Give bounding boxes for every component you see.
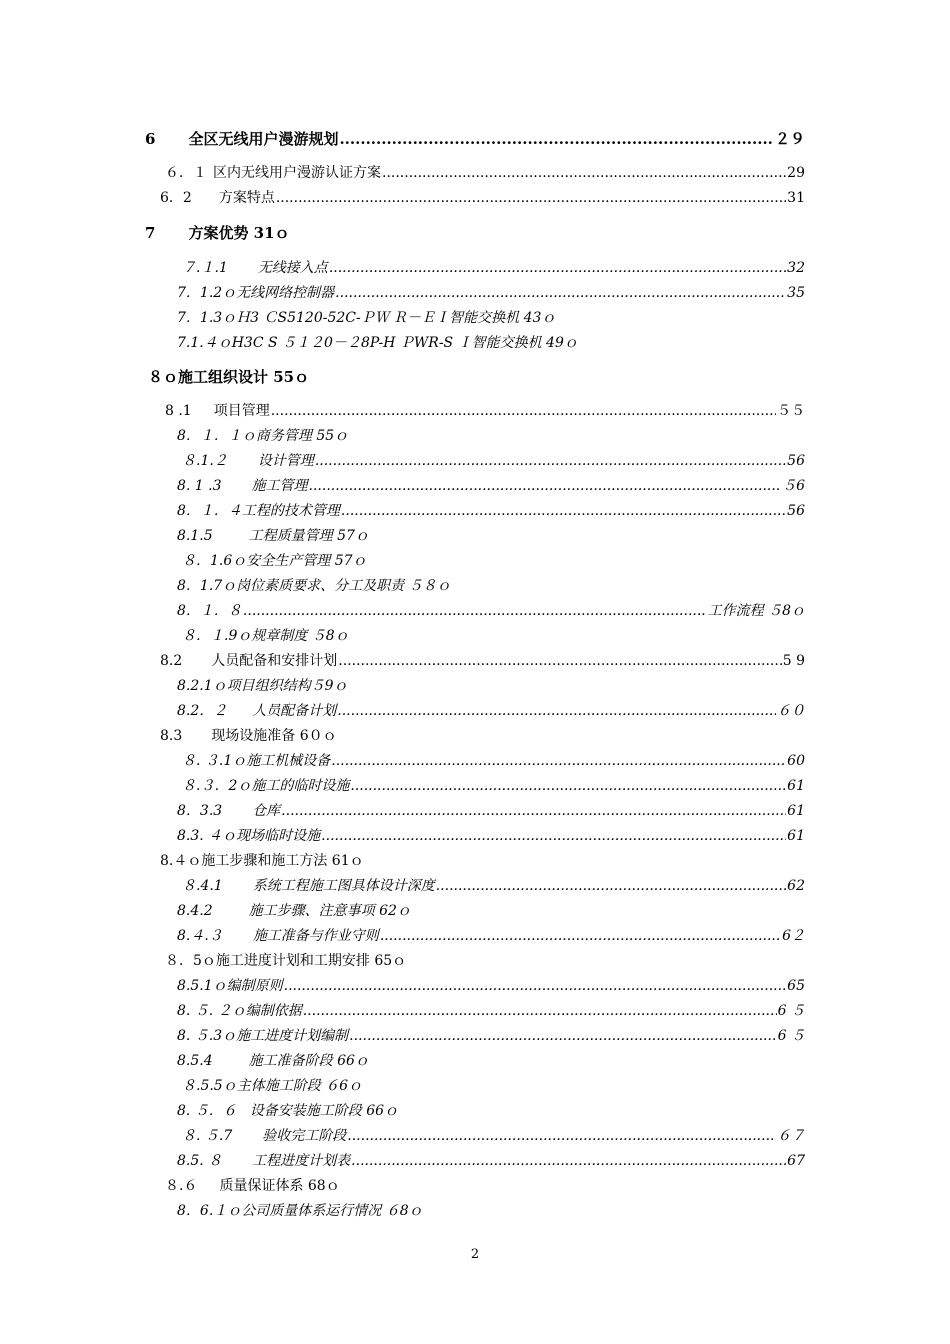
toc-dot-leader <box>284 977 787 995</box>
toc-entry-title: Ｈ3 ＣS5120-52C-ＰＷ Ｒ－ＥＩ智能交换机 43ｏ <box>236 310 556 326</box>
toc-entry-page: 61 <box>787 828 805 844</box>
toc-entry-number: 8.3. ４ｏ <box>177 828 237 844</box>
toc-entry-title: 编制原则 <box>226 978 283 994</box>
toc-entry-page: 6 ５ <box>777 1028 805 1044</box>
toc-entry-number: ６．１ <box>165 165 207 181</box>
toc-entry[interactable] <box>182 773 805 795</box>
toc-entry[interactable] <box>165 948 406 970</box>
toc-entry-page: 67 <box>787 1153 805 1169</box>
toc-entry-title: 质量保证体系 68ｏ <box>219 1178 340 1194</box>
toc-entry-title: 施工准备阶段 66ｏ <box>248 1053 369 1069</box>
toc-entry[interactable] <box>182 548 367 570</box>
toc-entry-title: 施工进度计划和工期安排 65ｏ <box>215 953 407 969</box>
toc-dot-leader <box>276 189 786 207</box>
toc-entry-number: 8.4.2 <box>177 903 213 919</box>
toc-entry[interactable] <box>165 1173 340 1195</box>
toc-dot-leader <box>380 927 781 945</box>
toc-entry-number: 7.1.４ｏ <box>177 335 232 351</box>
toc-entry-number: 8 .1 <box>165 403 192 419</box>
toc-entry-title: 验收完工阶段 <box>262 1128 347 1144</box>
toc-entry-number: 8．１．４ <box>177 503 242 519</box>
toc-entry-title: 商务管理 55ｏ <box>255 428 349 444</box>
toc-entry[interactable] <box>177 823 805 845</box>
toc-entry-title: 岗位素质要求、分工及职责 ５８ｏ <box>236 578 451 594</box>
toc-entry-number: ８.1.２ <box>182 453 228 469</box>
toc-entry-page: 56 <box>787 453 805 469</box>
toc-dot-leader <box>341 502 786 520</box>
toc-dot-leader <box>338 652 781 670</box>
toc-entry-title: 施工步骤、注意事项 62ｏ <box>248 903 411 919</box>
toc-entry-page: 60 <box>787 753 805 769</box>
toc-entry-title: 施工机械设备 <box>246 753 331 769</box>
toc-entry-number: ８ｏ <box>148 368 179 386</box>
toc-dot-leader <box>382 164 786 182</box>
toc-entry[interactable] <box>177 798 805 820</box>
toc-entry[interactable] <box>177 973 805 995</box>
toc-entry-page: ６７ <box>777 1128 805 1144</box>
toc-dot-leader <box>315 452 786 470</box>
toc-entry[interactable] <box>177 998 805 1020</box>
toc-entry-title: 方案特点 <box>218 190 275 206</box>
toc-entry-title: 编制依据 <box>245 1003 302 1019</box>
toc-entry[interactable] <box>165 398 805 420</box>
toc-entry-title: 规章制度 ５8ｏ <box>251 628 349 644</box>
toc-entry[interactable] <box>177 423 348 445</box>
toc-dot-leader <box>347 1127 776 1145</box>
toc-entry-number: 8. ５. ２ｏ <box>177 1003 246 1019</box>
toc-dot-leader <box>281 802 786 820</box>
toc-entry-page: 35 <box>787 285 805 301</box>
toc-entry[interactable] <box>182 623 349 645</box>
toc-entry-number: 7．1.3ｏ <box>177 310 237 326</box>
toc-entry-number: ８.5.5ｏ <box>182 1078 237 1094</box>
toc-entry-title: 施工进度计划编制 <box>236 1028 349 1044</box>
toc-entry-page: 61 <box>787 803 805 819</box>
page-number: 2 <box>470 1247 480 1262</box>
toc-entry[interactable] <box>177 698 805 720</box>
toc-entry-number: 6 <box>145 130 156 148</box>
toc-entry[interactable] <box>182 1123 805 1145</box>
toc-entry-number: ８.4.1 <box>182 878 223 894</box>
toc-entry[interactable] <box>160 185 805 207</box>
toc-entry[interactable] <box>182 748 805 770</box>
toc-entry[interactable] <box>148 364 309 386</box>
toc-entry-number: ８. ５.7 <box>182 1128 233 1144</box>
toc-entry-title: 工程的技术管理 <box>241 503 340 519</box>
toc-entry-title: 人员配备和安排计划 <box>211 653 338 669</box>
toc-entry[interactable] <box>182 873 805 895</box>
toc-entry[interactable] <box>145 220 290 242</box>
toc-entry-title: 施工的临时设施 <box>251 778 350 794</box>
toc-entry-number: 8.2．２ <box>177 703 228 719</box>
toc-entry[interactable] <box>177 1098 398 1120</box>
toc-entry-number: ７.１.1 <box>182 260 228 276</box>
toc-entry-page: 32 <box>787 260 805 276</box>
toc-entry-number: ８．1.6ｏ <box>182 553 247 569</box>
toc-entry-number: 8.2.1ｏ <box>177 678 227 694</box>
toc-entry-number: 8．6.１ｏ <box>177 1203 242 1219</box>
toc-entry-number: 8.3 <box>160 728 183 744</box>
toc-entry[interactable] <box>177 598 805 620</box>
toc-entry[interactable] <box>177 473 805 495</box>
toc-dot-leader <box>335 284 786 302</box>
toc-entry-number: 6．2 <box>160 190 192 206</box>
toc-entry-title: 项目管理 <box>213 403 270 419</box>
toc-entry[interactable] <box>177 673 348 695</box>
toc-entry[interactable] <box>160 648 805 670</box>
toc-dot-leader <box>350 777 786 795</box>
toc-entry-title: 施工步骤和施工方法 61ｏ <box>201 853 364 869</box>
toc-entry[interactable] <box>182 255 805 277</box>
toc-entry-number: ８.３．2ｏ <box>182 778 252 794</box>
toc-entry-title: 主体施工阶段 ６6ｏ <box>236 1078 363 1094</box>
toc-entry-page: ６０ <box>777 703 805 719</box>
toc-entry-number: 8．1.7ｏ <box>177 578 237 594</box>
toc-entry-page: 29 <box>787 165 805 181</box>
toc-entry-page: ２９ <box>774 130 805 148</box>
toc-entry-number: 7 <box>145 224 156 242</box>
toc-entry-number: ８．5ｏ <box>165 953 216 969</box>
toc-entry[interactable] <box>177 1198 423 1220</box>
toc-entry-page: 65 <box>787 978 805 994</box>
toc-entry-title: 方案优势 31ｏ <box>188 224 290 242</box>
toc-entry-number: 8.４ｏ <box>160 853 202 869</box>
toc-entry-page: 62 <box>787 878 805 894</box>
toc-entry[interactable] <box>145 126 805 148</box>
toc-entry-title: 现场设施准备 6０ｏ <box>211 728 337 744</box>
toc-entry[interactable] <box>160 723 337 745</box>
toc-entry-number: 8．１．８ <box>177 603 242 619</box>
toc-entry-title: 无线网络控制器 <box>236 285 335 301</box>
toc-entry-title: 工程质量管理 57ｏ <box>248 528 369 544</box>
toc-entry-title: 设备安装施工阶段 66ｏ <box>249 1103 399 1119</box>
toc-entry-page: ５５ <box>777 403 805 419</box>
toc-entry[interactable] <box>177 1048 369 1070</box>
toc-entry-page: 56 <box>787 503 805 519</box>
toc-entry-page: 61 <box>787 778 805 794</box>
toc-entry-number: 8．１．１ｏ <box>177 428 256 444</box>
toc-entry[interactable] <box>160 848 364 870</box>
toc-dot-leader <box>436 877 786 895</box>
toc-entry-number: 8. 1 .3 <box>177 478 222 494</box>
toc-entry-title: 施工管理 <box>251 478 308 494</box>
toc-entry-number: ８. ３.1ｏ <box>182 753 247 769</box>
toc-entry-number: 8.5.4 <box>177 1053 213 1069</box>
toc-entry-number: ８．１.9ｏ <box>182 628 252 644</box>
toc-entry-number: 8.2 <box>160 653 183 669</box>
toc-dot-leader <box>337 702 776 720</box>
toc-entry-page: 31 <box>787 190 805 206</box>
toc-entry-title: 安全生产管理 57ｏ <box>246 553 367 569</box>
toc-entry-title: H3C S ５１２0－２8P-H ＰWR-S Ｉ智能交换机 49ｏ <box>231 335 578 351</box>
toc-entry[interactable] <box>177 898 411 920</box>
toc-entry-title: 设计管理 <box>257 453 314 469</box>
toc-dot-leader <box>339 130 774 148</box>
toc-entry-number: 8.5. ８ <box>177 1153 223 1169</box>
toc-entry-title: 施工准备与作业守则 <box>252 928 379 944</box>
toc-entry[interactable] <box>165 160 805 182</box>
toc-entry-title: 公司质量体系运行情况 ６8ｏ <box>241 1203 423 1219</box>
toc-entry[interactable] <box>177 523 369 545</box>
toc-entry-number: 8. ５．６ <box>177 1103 237 1119</box>
toc-entry-title: 区内无线用户漫游认证方案 <box>213 165 381 181</box>
toc-entry-page: 6 ５ <box>777 1003 805 1019</box>
toc-entry-title: 项目组织结构５9ｏ <box>226 678 348 694</box>
toc-entry-number: 7．1.2ｏ <box>177 285 237 301</box>
toc-entry-page: 工作流程 ５8ｏ <box>707 603 805 619</box>
toc-entry-title: 工程进度计划表 <box>252 1153 351 1169</box>
toc-entry-title: 施工组织设计 55ｏ <box>178 368 310 386</box>
toc-dot-leader <box>351 1152 786 1170</box>
toc-entry[interactable] <box>177 1023 805 1045</box>
toc-entry-number: 8. ５.3ｏ <box>177 1028 237 1044</box>
toc-dot-leader <box>331 752 786 770</box>
toc-entry-title: 系统工程施工图具体设计深度 <box>252 878 435 894</box>
toc-entry[interactable] <box>177 923 805 945</box>
toc-dot-leader <box>329 259 786 277</box>
toc-dot-leader <box>303 1002 777 1020</box>
toc-dot-leader <box>309 477 782 495</box>
toc-entry-page: ５6 <box>782 478 805 494</box>
toc-entry[interactable] <box>177 498 805 520</box>
toc-entry-number: 8.5.1ｏ <box>177 978 227 994</box>
toc-entry-title: 无线接入点 <box>257 260 328 276</box>
toc-entry-number: 8.1.5 <box>177 528 213 544</box>
toc-entry[interactable] <box>182 448 805 470</box>
toc-entry-title: 仓库 <box>252 803 281 819</box>
toc-entry-number: 8．3.3 <box>177 803 223 819</box>
toc-entry-number: ８.６ <box>165 1178 198 1194</box>
toc-entry[interactable] <box>177 305 555 327</box>
toc-entry[interactable] <box>177 573 451 595</box>
toc-entry-page: 6２ <box>782 928 805 944</box>
toc-dot-leader <box>321 827 786 845</box>
toc-entry-page: 5 9 <box>782 653 805 669</box>
toc-entry[interactable] <box>182 1073 362 1095</box>
toc-entry-title: 人员配备计划 <box>252 703 337 719</box>
toc-entry[interactable] <box>177 1148 805 1170</box>
toc-dot-leader <box>243 602 707 620</box>
toc-entry[interactable] <box>177 330 578 352</box>
toc-entry-number: 8.４.３ <box>177 928 223 944</box>
toc-dot-leader <box>349 1027 776 1045</box>
toc-entry-title: 全区无线用户漫游规划 <box>188 130 339 148</box>
toc-entry[interactable] <box>177 280 805 302</box>
toc-entry-title: 现场临时设施 <box>236 828 321 844</box>
toc-dot-leader <box>271 402 776 420</box>
